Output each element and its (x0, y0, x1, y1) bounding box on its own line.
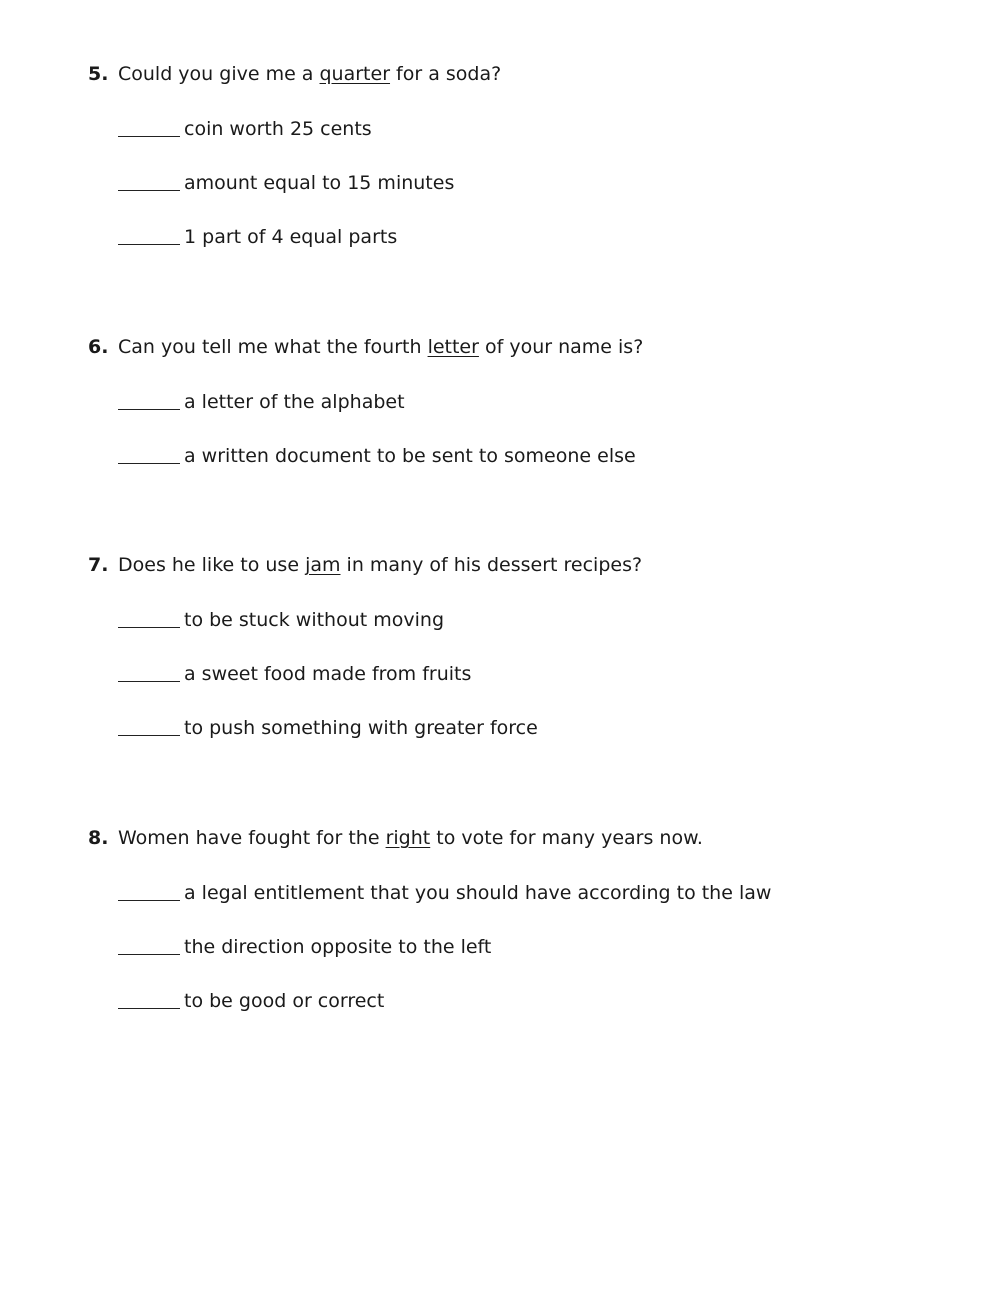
option-text: coin worth 25 cents (184, 118, 372, 140)
question-number: 6. (88, 336, 109, 358)
answer-blank[interactable] (118, 170, 180, 191)
answer-blank[interactable] (118, 607, 180, 628)
prompt-text-before: Could you give me a (118, 63, 320, 85)
answer-option (118, 441, 968, 469)
question-7 (88, 551, 968, 741)
option-text: to push something with greater force (184, 717, 538, 739)
answer-option (118, 878, 968, 906)
answer-options (118, 114, 968, 250)
answer-options (118, 605, 968, 741)
option-text: a legal entitlement that you should have according to the law (184, 882, 772, 904)
prompt-text-before: Can you tell me what the fourth (118, 336, 428, 358)
question-5 (88, 60, 968, 250)
question-6 (88, 333, 968, 469)
target-word: letter (427, 336, 479, 358)
answer-blank[interactable] (118, 934, 180, 955)
answer-options (118, 387, 968, 469)
answer-blank[interactable] (118, 661, 180, 682)
answer-option (118, 387, 968, 415)
question-8 (88, 824, 968, 1014)
option-text: to be good or correct (184, 990, 385, 1012)
prompt-text-before: Women have fought for the (118, 827, 386, 849)
answer-option (118, 713, 968, 741)
question-prompt (88, 333, 968, 361)
target-word: jam (305, 554, 341, 576)
target-word: quarter (319, 63, 391, 85)
answer-options (118, 878, 968, 1014)
answer-option (118, 605, 968, 633)
answer-blank[interactable] (118, 389, 180, 410)
prompt-text-after: of your name is? (478, 336, 644, 358)
question-number: 5. (88, 63, 109, 85)
answer-option (118, 932, 968, 960)
question-prompt (88, 551, 968, 579)
option-text: a written document to be sent to someone else (184, 445, 636, 467)
answer-option (118, 222, 968, 250)
answer-option (118, 986, 968, 1014)
option-text: a sweet food made from fruits (184, 663, 472, 685)
answer-option (118, 114, 968, 142)
target-word: right (385, 827, 431, 849)
answer-blank[interactable] (118, 880, 180, 901)
question-prompt (88, 824, 968, 852)
option-text: the direction opposite to the left (184, 936, 492, 958)
prompt-text-after: to vote for many years now. (430, 827, 703, 849)
option-text: amount equal to 15 minutes (184, 172, 455, 194)
answer-option (118, 659, 968, 687)
answer-blank[interactable] (118, 224, 180, 245)
question-number: 7. (88, 554, 109, 576)
question-prompt (88, 60, 968, 88)
answer-blank[interactable] (118, 443, 180, 464)
prompt-text-before: Does he like to use (118, 554, 306, 576)
answer-blank[interactable] (118, 715, 180, 736)
prompt-text-after: in many of his dessert recipes? (340, 554, 643, 576)
answer-blank[interactable] (118, 988, 180, 1009)
question-number: 8. (88, 827, 109, 849)
option-text: a letter of the alphabet (184, 391, 405, 413)
answer-option (118, 168, 968, 196)
option-text: to be stuck without moving (184, 609, 445, 631)
answer-blank[interactable] (118, 116, 180, 137)
prompt-text-after: for a soda? (390, 63, 502, 85)
option-text: 1 part of 4 equal parts (184, 226, 398, 248)
